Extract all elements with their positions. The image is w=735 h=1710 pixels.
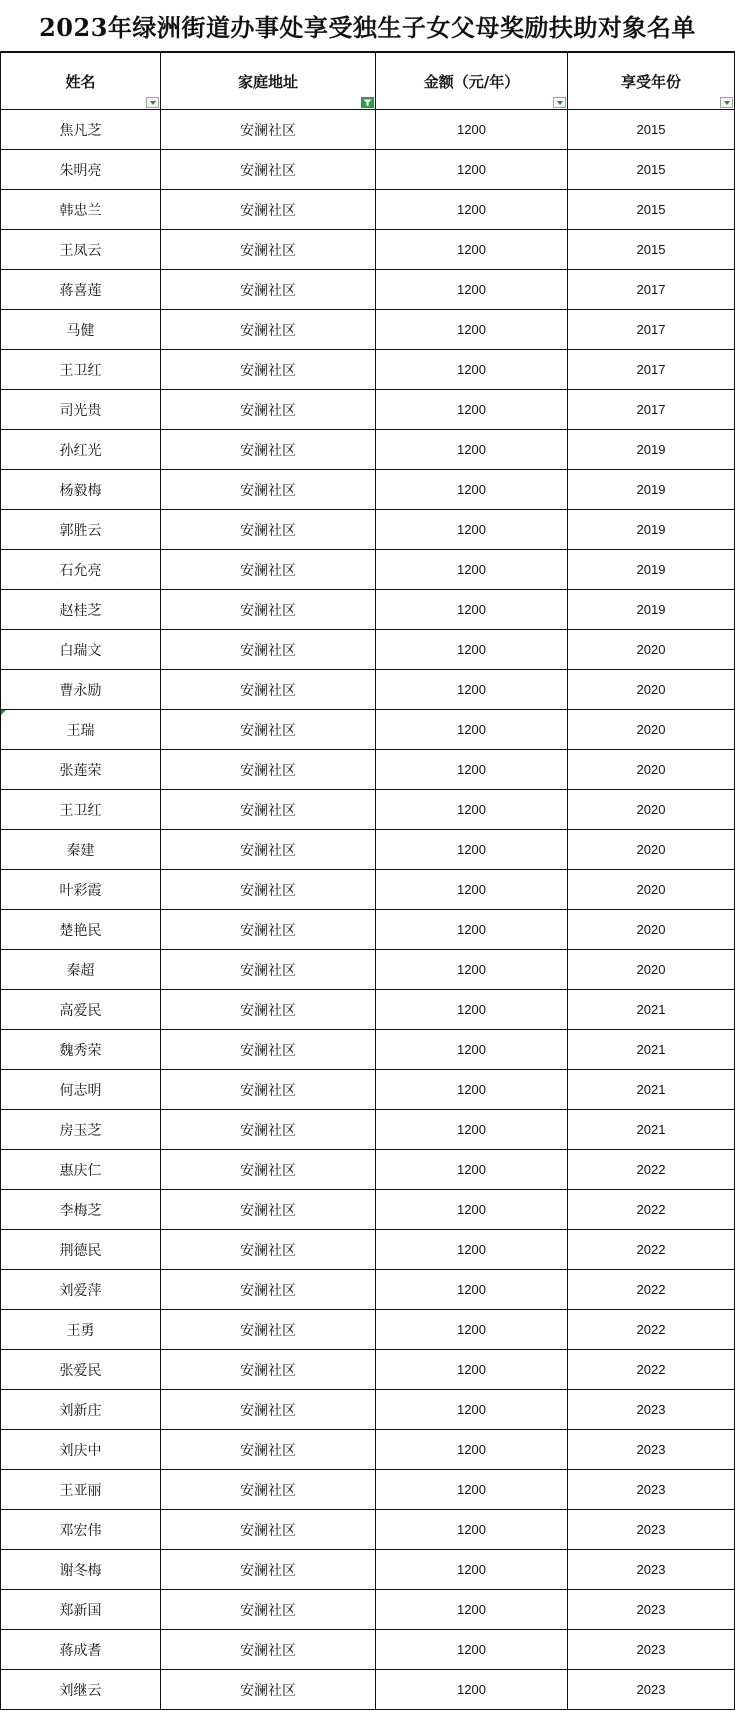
header-year-label: 享受年份 (620, 72, 681, 91)
header-address-label: 家庭地址 (237, 72, 298, 91)
amount-cell[interactable]: 1200 (376, 750, 568, 790)
cell-comment-marker-icon (1, 710, 6, 715)
table-row (1, 870, 735, 910)
table-row (1, 1150, 735, 1190)
table-row (1, 950, 735, 990)
amount-cell[interactable]: 1200 (376, 990, 568, 1030)
name-cell[interactable]: 白瑞文 (1, 630, 161, 670)
name-cell[interactable]: 楚艳民 (1, 910, 161, 950)
address-cell[interactable]: 安澜社区 (161, 830, 376, 870)
amount-cell[interactable]: 1200 (376, 1110, 568, 1150)
address-cell[interactable]: 安澜社区 (161, 230, 376, 270)
table-row (1, 1670, 735, 1710)
name-cell[interactable]: 张爱民 (1, 1350, 161, 1390)
amount-cell[interactable]: 1200 (376, 1390, 568, 1430)
name-cell[interactable]: 王卫红 (1, 350, 161, 390)
address-cell[interactable]: 安澜社区 (161, 1150, 376, 1190)
amount-cell[interactable]: 1200 (376, 1550, 568, 1590)
table-row (1, 1390, 735, 1430)
table-row (1, 1110, 735, 1150)
table-row (1, 790, 735, 830)
year-cell[interactable]: 2023 (568, 1670, 735, 1710)
table-row (1, 510, 735, 550)
table-row (1, 390, 735, 430)
year-cell[interactable]: 2020 (568, 950, 735, 990)
amount-cell[interactable]: 1200 (376, 590, 568, 630)
address-cell[interactable]: 安澜社区 (161, 1590, 376, 1630)
address-cell[interactable]: 安澜社区 (161, 270, 376, 310)
year-cell[interactable]: 2022 (568, 1190, 735, 1230)
name-cell[interactable]: 刘新庄 (1, 1390, 161, 1430)
header-name-label: 姓名 (65, 72, 96, 91)
year-cell[interactable]: 2023 (568, 1510, 735, 1550)
name-cell[interactable]: 秦超 (1, 950, 161, 990)
amount-cell[interactable]: 1200 (376, 1510, 568, 1550)
table-row (1, 230, 735, 270)
address-cell[interactable]: 安澜社区 (161, 430, 376, 470)
table-row (1, 590, 735, 630)
amount-cell[interactable]: 1200 (376, 630, 568, 670)
amount-cell[interactable]: 1200 (376, 150, 568, 190)
amount-cell[interactable]: 1200 (376, 670, 568, 710)
address-cell[interactable]: 安澜社区 (161, 550, 376, 590)
amount-cell[interactable]: 1200 (376, 390, 568, 430)
address-cell[interactable]: 安澜社区 (161, 390, 376, 430)
table-row (1, 910, 735, 950)
header-row (1, 53, 735, 110)
year-cell[interactable]: 2023 (568, 1430, 735, 1470)
table-row (1, 310, 735, 350)
year-cell[interactable]: 2020 (568, 870, 735, 910)
year-cell[interactable]: 2017 (568, 310, 735, 350)
sheet-title: 2023年绿洲街道办事处享受独生子女父母奖励扶助对象名单 (0, 0, 735, 52)
header-address (161, 53, 376, 110)
filter-dropdown-icon[interactable] (553, 97, 566, 108)
address-cell[interactable]: 安澜社区 (161, 110, 376, 150)
year-cell[interactable]: 2020 (568, 790, 735, 830)
header-amount (376, 53, 568, 110)
year-cell[interactable]: 2022 (568, 1150, 735, 1190)
amount-cell[interactable]: 1200 (376, 310, 568, 350)
address-cell[interactable]: 安澜社区 (161, 190, 376, 230)
address-cell[interactable]: 安澜社区 (161, 990, 376, 1030)
filter-dropdown-icon[interactable] (146, 97, 159, 108)
name-cell[interactable]: 赵桂芝 (1, 590, 161, 630)
name-cell[interactable]: 王卫红 (1, 790, 161, 830)
amount-cell[interactable]: 1200 (376, 950, 568, 990)
amount-cell[interactable]: 1200 (376, 350, 568, 390)
name-cell[interactable]: 荆德民 (1, 1230, 161, 1270)
name-cell[interactable]: 谢冬梅 (1, 1550, 161, 1590)
address-cell[interactable]: 安澜社区 (161, 1070, 376, 1110)
header-year (568, 53, 735, 110)
address-cell[interactable]: 安澜社区 (161, 1310, 376, 1350)
table-row (1, 110, 735, 150)
year-cell[interactable]: 2019 (568, 590, 735, 630)
year-cell[interactable]: 2015 (568, 110, 735, 150)
name-cell[interactable]: 叶彩霞 (1, 870, 161, 910)
year-cell[interactable]: 2020 (568, 630, 735, 670)
address-cell[interactable]: 安澜社区 (161, 470, 376, 510)
year-cell[interactable]: 2022 (568, 1350, 735, 1390)
year-cell[interactable]: 2017 (568, 270, 735, 310)
name-cell[interactable]: 何志明 (1, 1070, 161, 1110)
year-cell[interactable]: 2019 (568, 430, 735, 470)
table-row (1, 270, 735, 310)
name-cell[interactable]: 邓宏伟 (1, 1510, 161, 1550)
amount-cell[interactable]: 1200 (376, 1470, 568, 1510)
amount-cell[interactable]: 1200 (376, 910, 568, 950)
year-cell[interactable]: 2019 (568, 550, 735, 590)
amount-cell[interactable]: 1200 (376, 1590, 568, 1630)
name-cell[interactable]: 魏秀荣 (1, 1030, 161, 1070)
year-cell[interactable]: 2022 (568, 1310, 735, 1350)
table-row (1, 190, 735, 230)
amount-cell[interactable]: 1200 (376, 1230, 568, 1270)
name-cell[interactable]: 杨毅梅 (1, 470, 161, 510)
year-cell[interactable]: 2020 (568, 750, 735, 790)
amount-cell[interactable]: 1200 (376, 190, 568, 230)
year-cell[interactable]: 2022 (568, 1270, 735, 1310)
address-cell[interactable]: 安澜社区 (161, 1190, 376, 1230)
amount-cell[interactable]: 1200 (376, 510, 568, 550)
table-row (1, 830, 735, 870)
address-cell[interactable]: 安澜社区 (161, 1230, 376, 1270)
table-row (1, 670, 735, 710)
year-cell[interactable]: 2020 (568, 910, 735, 950)
amount-cell[interactable]: 1200 (376, 1070, 568, 1110)
address-cell[interactable]: 安澜社区 (161, 150, 376, 190)
amount-cell[interactable]: 1200 (376, 1030, 568, 1070)
name-cell[interactable]: 刘庆中 (1, 1430, 161, 1470)
address-cell[interactable]: 安澜社区 (161, 350, 376, 390)
address-cell[interactable]: 安澜社区 (161, 750, 376, 790)
table-row (1, 750, 735, 790)
table-row (1, 1550, 735, 1590)
amount-cell[interactable]: 1200 (376, 1630, 568, 1670)
address-cell[interactable]: 安澜社区 (161, 1430, 376, 1470)
amount-cell[interactable]: 1200 (376, 1430, 568, 1470)
year-cell[interactable]: 2021 (568, 1030, 735, 1070)
name-cell[interactable]: 焦凡芝 (1, 110, 161, 150)
table-row (1, 1310, 735, 1350)
header-amount-label: 金额（元/年） (423, 72, 520, 91)
table-row (1, 1350, 735, 1390)
table-row (1, 1270, 735, 1310)
year-cell[interactable]: 2021 (568, 1070, 735, 1110)
amount-cell[interactable]: 1200 (376, 230, 568, 270)
address-cell[interactable]: 安澜社区 (161, 710, 376, 750)
year-cell[interactable]: 2022 (568, 1230, 735, 1270)
table-row (1, 1190, 735, 1230)
table-row (1, 470, 735, 510)
table-row (1, 1630, 735, 1670)
table-row (1, 150, 735, 190)
address-cell[interactable]: 安澜社区 (161, 1470, 376, 1510)
address-cell[interactable]: 安澜社区 (161, 1510, 376, 1550)
name-cell[interactable]: 张莲荣 (1, 750, 161, 790)
year-cell[interactable]: 2020 (568, 830, 735, 870)
amount-cell[interactable]: 1200 (376, 430, 568, 470)
name-cell[interactable]: 李梅芝 (1, 1190, 161, 1230)
table-row (1, 1510, 735, 1550)
amount-cell[interactable]: 1200 (376, 1670, 568, 1710)
amount-cell[interactable]: 1200 (376, 710, 568, 750)
year-cell[interactable]: 2021 (568, 1110, 735, 1150)
address-cell[interactable]: 安澜社区 (161, 1030, 376, 1070)
beneficiary-table (0, 52, 735, 1710)
year-cell[interactable]: 2020 (568, 670, 735, 710)
year-cell[interactable]: 2020 (568, 710, 735, 750)
year-cell[interactable]: 2021 (568, 990, 735, 1030)
amount-cell[interactable]: 1200 (376, 1350, 568, 1390)
amount-cell[interactable]: 1200 (376, 1150, 568, 1190)
amount-cell[interactable]: 1200 (376, 1310, 568, 1350)
table-row (1, 1230, 735, 1270)
address-cell[interactable]: 安澜社区 (161, 1550, 376, 1590)
name-cell[interactable]: 房玉芝 (1, 1110, 161, 1150)
address-cell[interactable]: 安澜社区 (161, 950, 376, 990)
table-row (1, 710, 735, 750)
address-cell[interactable]: 安澜社区 (161, 1630, 376, 1670)
address-cell[interactable]: 安澜社区 (161, 1390, 376, 1430)
address-cell[interactable]: 安澜社区 (161, 670, 376, 710)
year-cell[interactable]: 2017 (568, 390, 735, 430)
name-cell[interactable]: 惠庆仁 (1, 1150, 161, 1190)
name-cell[interactable]: 刘爱萍 (1, 1270, 161, 1310)
name-cell[interactable]: 高爱民 (1, 990, 161, 1030)
name-cell[interactable]: 王勇 (1, 1310, 161, 1350)
year-cell[interactable]: 2015 (568, 190, 735, 230)
name-cell[interactable]: 郑新国 (1, 1590, 161, 1630)
amount-cell[interactable]: 1200 (376, 270, 568, 310)
address-cell[interactable]: 安澜社区 (161, 1670, 376, 1710)
name-cell[interactable]: 王亚丽 (1, 1470, 161, 1510)
address-cell[interactable]: 安澜社区 (161, 510, 376, 550)
table-body (1, 110, 735, 1710)
table-row (1, 430, 735, 470)
address-cell[interactable]: 安澜社区 (161, 790, 376, 830)
amount-cell[interactable]: 1200 (376, 110, 568, 150)
table-row (1, 1030, 735, 1070)
name-cell[interactable]: 孙红光 (1, 430, 161, 470)
address-cell[interactable]: 安澜社区 (161, 1350, 376, 1390)
year-cell[interactable]: 2023 (568, 1590, 735, 1630)
year-cell[interactable]: 2015 (568, 150, 735, 190)
address-cell[interactable]: 安澜社区 (161, 1270, 376, 1310)
table-row (1, 990, 735, 1030)
filter-dropdown-icon[interactable] (720, 97, 733, 108)
name-cell[interactable]: 郭胜云 (1, 510, 161, 550)
address-cell[interactable]: 安澜社区 (161, 1110, 376, 1150)
amount-cell[interactable]: 1200 (376, 1190, 568, 1230)
address-cell[interactable]: 安澜社区 (161, 310, 376, 350)
address-cell[interactable]: 安澜社区 (161, 630, 376, 670)
filter-active-icon[interactable] (361, 97, 374, 108)
address-cell[interactable]: 安澜社区 (161, 910, 376, 950)
name-cell[interactable]: 刘继云 (1, 1670, 161, 1710)
amount-cell[interactable]: 1200 (376, 830, 568, 870)
name-cell[interactable]: 曹永励 (1, 670, 161, 710)
amount-cell[interactable]: 1200 (376, 790, 568, 830)
table-row (1, 1470, 735, 1510)
table-row (1, 1590, 735, 1630)
name-cell[interactable]: 石允亮 (1, 550, 161, 590)
year-cell[interactable]: 2023 (568, 1630, 735, 1670)
name-cell[interactable]: 韩忠兰 (1, 190, 161, 230)
year-cell[interactable]: 2019 (568, 470, 735, 510)
year-cell[interactable]: 2017 (568, 350, 735, 390)
amount-cell[interactable]: 1200 (376, 1270, 568, 1310)
year-cell[interactable]: 2023 (568, 1550, 735, 1590)
name-cell[interactable]: 朱明亮 (1, 150, 161, 190)
year-cell[interactable]: 2019 (568, 510, 735, 550)
year-cell[interactable]: 2023 (568, 1470, 735, 1510)
name-cell[interactable]: 秦建 (1, 830, 161, 870)
year-cell[interactable]: 2015 (568, 230, 735, 270)
address-cell[interactable]: 安澜社区 (161, 870, 376, 910)
name-cell[interactable]: 王凤云 (1, 230, 161, 270)
name-cell[interactable]: 蒋喜莲 (1, 270, 161, 310)
name-cell[interactable]: 王瑞 (1, 710, 161, 750)
name-cell[interactable]: 司光贵 (1, 390, 161, 430)
amount-cell[interactable]: 1200 (376, 870, 568, 910)
name-cell[interactable]: 马健 (1, 310, 161, 350)
address-cell[interactable]: 安澜社区 (161, 590, 376, 630)
amount-cell[interactable]: 1200 (376, 470, 568, 510)
year-cell[interactable]: 2023 (568, 1390, 735, 1430)
table-row (1, 1430, 735, 1470)
name-cell[interactable]: 蒋成耆 (1, 1630, 161, 1670)
table-row (1, 550, 735, 590)
table-row (1, 1070, 735, 1110)
amount-cell[interactable]: 1200 (376, 550, 568, 590)
table-row (1, 350, 735, 390)
table-row (1, 630, 735, 670)
header-name (1, 53, 161, 110)
